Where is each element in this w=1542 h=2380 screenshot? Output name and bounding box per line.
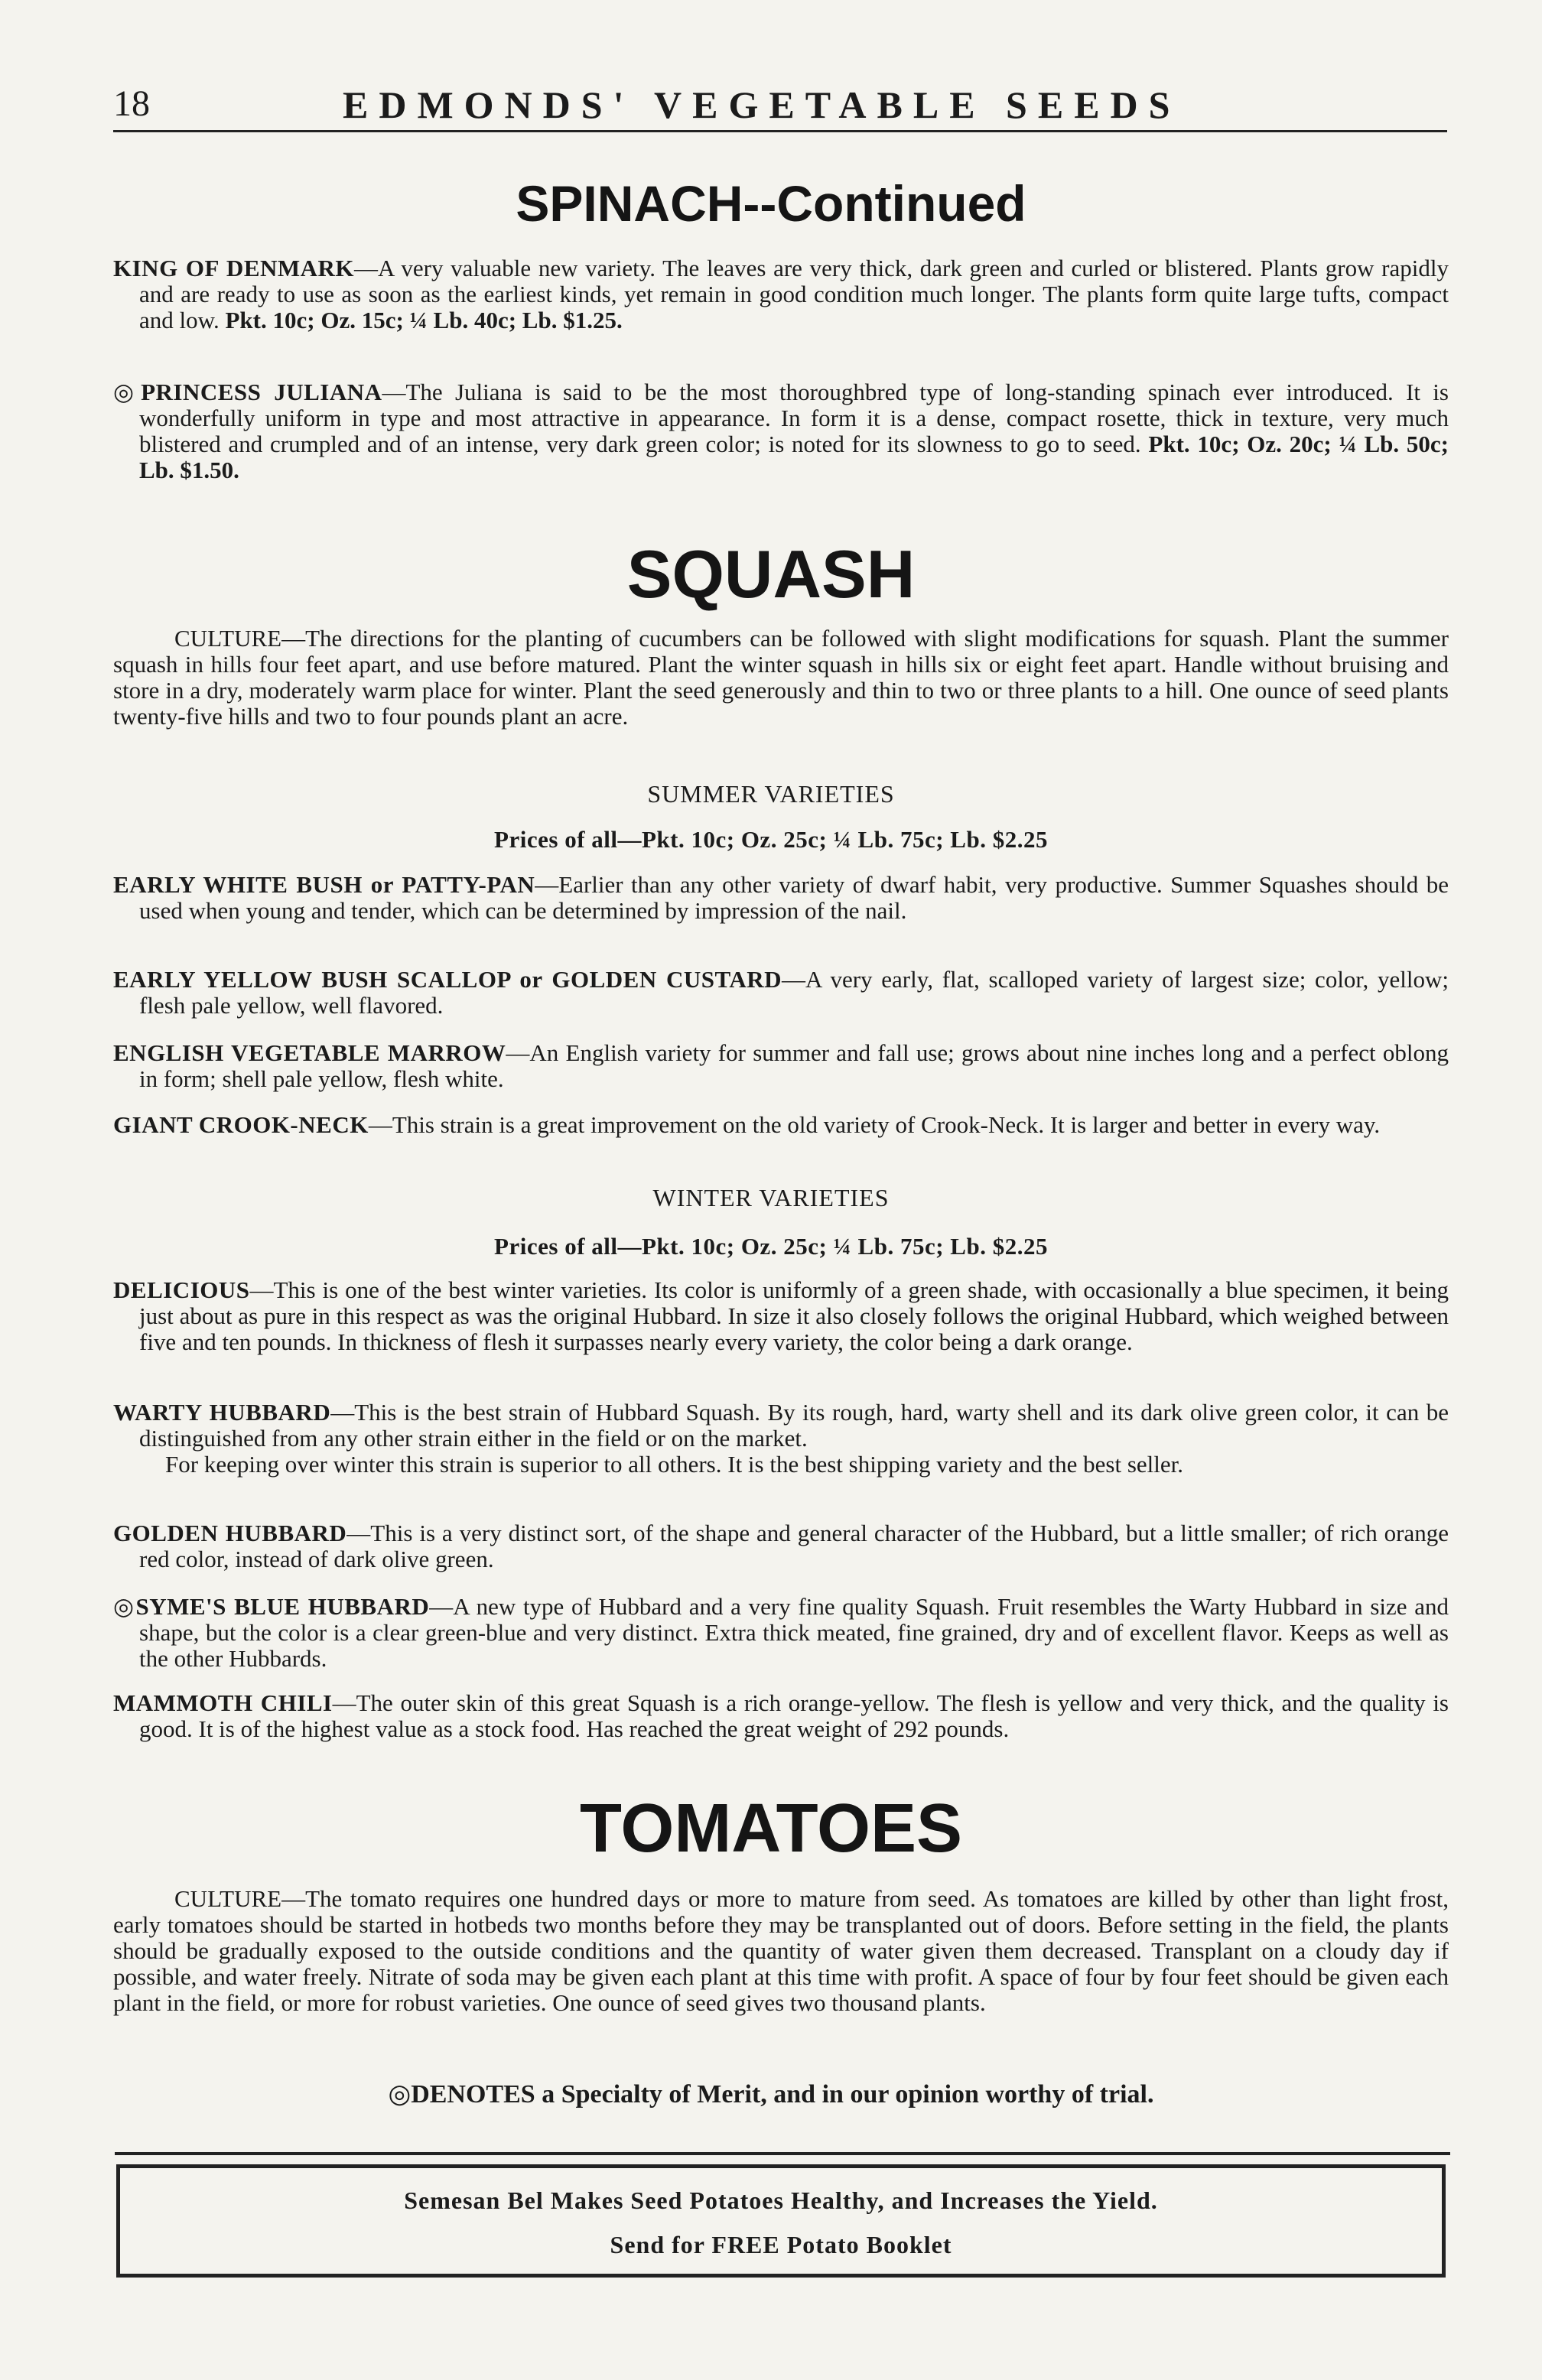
squash-culture: CULTURE—The directions for the planting of cucumbers can be followed with slight modifications for squash. Plant the summer squash in hills four feet apart, and use before matured. Plant the winter squash in hills six or eight feet apart. Handle without bruising and store in a dry, moderately warm place for winter. Plant the seed generously and thin to two or three plants to a hill. One ounce of seed plants twenty-five hills and two to four pounds plant an acre. xyxy=(113,625,1449,730)
variety-description: —This strain is a great improvement on the old variety of Crook-Neck. It is larger and better in every way. xyxy=(368,1111,1381,1138)
variety-early-white-bush xyxy=(113,872,1449,924)
variety-description: —This is a very distinct sort, of the shape and general character of the Hubbard, but a little smaller; of rich orange red color, instead of dark olive green. xyxy=(139,1520,1449,1572)
variety-description: —A new type of Hubbard and a very fine quality Squash. Fruit resembles the Warty Hubbard in size and shape, but the color is a clear green-blue and very distinct. Extra thick meated, fine grained, dry and of excellent flavor. Keeps as well as the other Hubbards. xyxy=(139,1593,1449,1672)
variety-description: —This is the best strain of Hubbard Squash. By its rough, hard, warty shell and its dark olive green color, it can be distinguished from any other strain either in the field or on the market. xyxy=(139,1399,1449,1452)
page-number: 18 xyxy=(113,83,150,124)
variety-name: GOLDEN HUBBARD xyxy=(113,1520,347,1546)
specialty-note: ◎DENOTES a Specialty of Merit, and in our opinion worthy of trial. xyxy=(388,2080,1154,2109)
advertisement-box xyxy=(116,2164,1446,2278)
variety-name: DELICIOUS xyxy=(113,1276,250,1303)
variety-price: Pkt. 10c; Oz. 20c; ¼ Lb. 50c; Lb. $1.50. xyxy=(139,431,1449,483)
variety-mammoth-chili xyxy=(113,1690,1449,1742)
variety-description: —Earlier than any other variety of dwarf habit, very productive. Summer Squashes should be used when young and tender, which can be determined by impression of the nail. xyxy=(139,871,1449,924)
variety-description: —An English variety for summer and fall use; grows about nine inches long and a perfect oblong in form; shell pale yellow, flesh white. xyxy=(139,1039,1449,1092)
variety-name: GIANT CROOK-NECK xyxy=(113,1111,369,1138)
ad-line-1: Semesan Bel Makes Seed Potatoes Healthy, and Increases the Yield. xyxy=(404,2187,1158,2214)
variety-description-extra: For keeping over winter this strain is superior to all others. It is the best shipping variety and the best seller. xyxy=(165,1451,1184,1478)
variety-description: —The Juliana is said to be the most thoroughbred type of long-standing spinach ever introduced. It is wonderfully uniform in type and most attractive in appearance. In form it is a dense, compact rosette, thick in texture, very much blistered and crumpled and of an intense, very dark green color; is noted for its slowness to go to seed. xyxy=(139,379,1449,457)
variety-warty-hubbard xyxy=(113,1400,1449,1478)
tomatoes-culture: CULTURE—The tomato requires one hundred days or more to mature from seed. As tomatoes are killed by other than light frost, early tomatoes should be started in hotbeds two months before they may be transplanted out of doors. Before setting in the field, the plants should be gradually exposed to the outside conditions and the quantity of water given them decreased. Transplant on a cloudy day if possible, and water freely. Nitrate of soda may be given each plant at this time with profit. A space of four by four feet should be given each plant in the field, or more for robust varieties. One ounce of seed gives two thousand plants. xyxy=(113,1885,1449,2016)
variety-description: —A very valuable new variety. The leaves are very thick, dark green and curled or blistered. Plants grow rapidly and are ready to use as soon as the earliest kinds, yet remain in good condition much longer. The plants form quite large tufts, compact and low. xyxy=(139,255,1449,333)
page-header xyxy=(113,76,1447,132)
variety-english-vegetable-marrow xyxy=(113,1040,1449,1092)
variety-king-of-denmark xyxy=(113,255,1449,333)
running-title: EDMONDS' VEGETABLE SEEDS xyxy=(343,83,1181,126)
variety-giant-crook-neck xyxy=(113,1112,1449,1138)
variety-description: —This is one of the best winter varieties. Its color is uniformly of a green shade, with occasionally a blue specimen, it being just about as pure in this respect as was the original Hubbard. In size it also closely follows the original Hubbard, which weighed between five and ten pounds. In thickness of flesh it surpasses nearly every variety, the color being a dark orange. xyxy=(139,1276,1449,1355)
ad-line-2: Send for FREE Potato Booklet xyxy=(610,2231,952,2258)
variety-symes-blue-hubbard xyxy=(113,1594,1449,1672)
variety-price: Pkt. 10c; Oz. 15c; ¼ Lb. 40c; Lb. $1.25. xyxy=(225,307,623,333)
variety-name: ENGLISH VEGETABLE MARROW xyxy=(113,1039,506,1066)
variety-name: EARLY YELLOW BUSH SCALLOP or GOLDEN CUSTARD xyxy=(113,966,782,993)
section-title-tomatoes: TOMATOES xyxy=(579,1790,963,1867)
variety-golden-hubbard xyxy=(113,1520,1449,1572)
variety-name: ◎PRINCESS JULIANA xyxy=(113,379,382,405)
variety-name: MAMMOTH CHILI xyxy=(113,1689,333,1716)
winter-prices: Prices of all—Pkt. 10c; Oz. 25c; ¼ Lb. 75c; Lb. $2.25 xyxy=(494,1233,1048,1260)
variety-name: WARTY HUBBARD xyxy=(113,1399,331,1426)
variety-princess-juliana xyxy=(113,379,1449,483)
variety-name: KING OF DENMARK xyxy=(113,255,355,281)
divider-rule xyxy=(115,2152,1450,2155)
section-title-squash: SQUASH xyxy=(626,536,916,612)
variety-name: ◎SYME'S BLUE HUBBARD xyxy=(113,1593,430,1620)
variety-description: —A very early, flat, scalloped variety of largest size; color, yellow; flesh pale yellow, well flavored. xyxy=(139,966,1449,1019)
variety-description: —The outer skin of this great Squash is a rich orange-yellow. The flesh is yellow and very thick, and the quality is good. It is of the highest value as a stock food. Has reached the great weight of 292 pounds. xyxy=(139,1689,1449,1742)
variety-delicious xyxy=(113,1277,1449,1355)
variety-name: EARLY WHITE BUSH or PATTY-PAN xyxy=(113,871,535,898)
variety-early-yellow-bush-scallop xyxy=(113,967,1449,1019)
section-title-spinach: SPINACH--Continued xyxy=(516,175,1026,232)
winter-varieties-heading: WINTER VARIETIES xyxy=(652,1184,890,1211)
summer-prices: Prices of all—Pkt. 10c; Oz. 25c; ¼ Lb. 75c; Lb. $2.25 xyxy=(494,826,1048,853)
summer-varieties-heading: SUMMER VARIETIES xyxy=(647,780,895,808)
